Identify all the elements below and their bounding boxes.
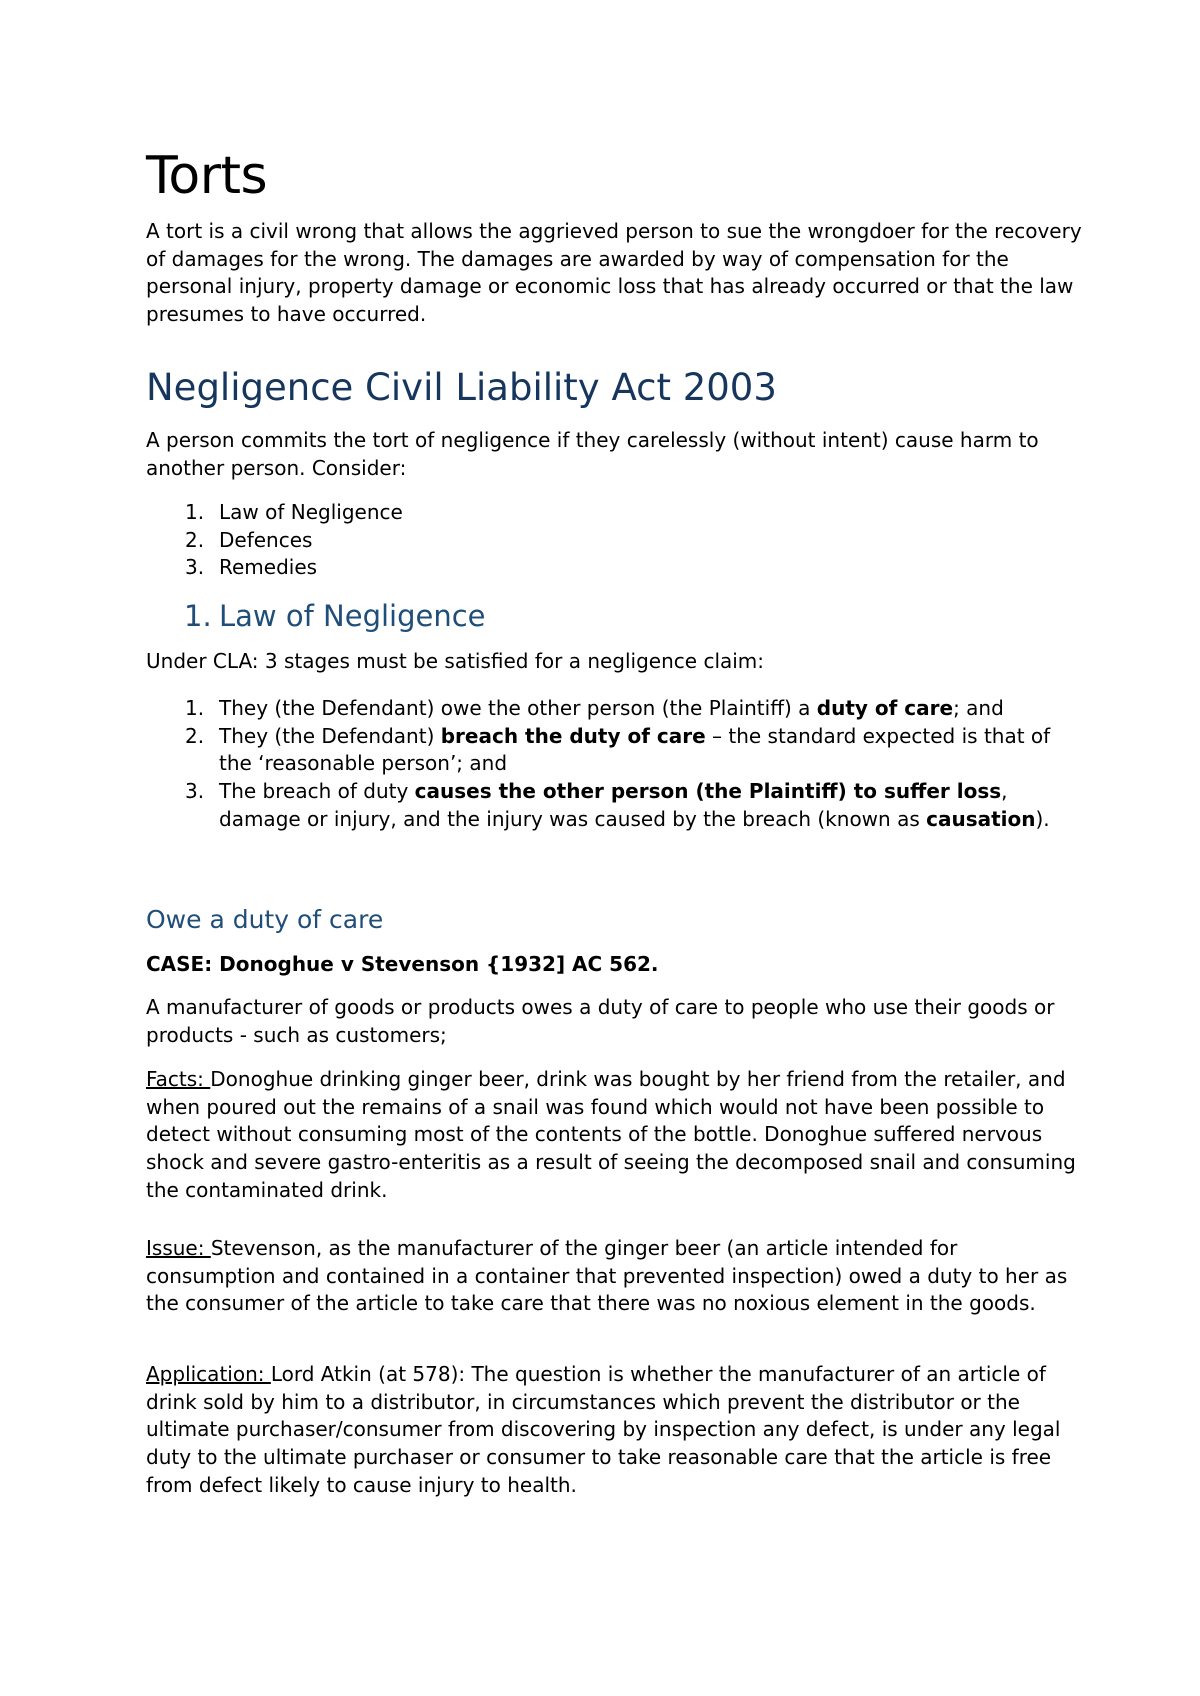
facts-label: Facts:	[146, 1067, 211, 1091]
stage-emphasis: duty of care	[816, 696, 954, 720]
issue-text: Stevenson, as the manufacturer of the ginger beer (an article intended for consumption and contained in a container that prevented inspection) owed a duty to her as the consumer of the article to take care that there was no noxious element in the goods.	[146, 1236, 1068, 1316]
facts-paragraph	[146, 1066, 1086, 1205]
heading-text: Law of Negligence	[219, 599, 486, 633]
list-number: 3.	[185, 779, 205, 804]
principle-paragraph: A manufacturer of goods or products owes a duty of care to people who use their goods or products - such as customers;	[146, 995, 1055, 1047]
case-title: CASE: Donoghue v Stevenson {1932] AC 562.	[146, 952, 659, 976]
cla-stages-paragraph: Under CLA: 3 stages must be satisfied for a negligence claim:	[146, 649, 765, 673]
issue-label: Issue:	[146, 1236, 211, 1260]
consider-list	[146, 499, 1086, 582]
list-number: 1.	[185, 696, 205, 720]
case-citation	[146, 951, 1086, 979]
list-number: 2.	[185, 527, 205, 552]
intro-paragraph: A tort is a civil wrong that allows the aggrieved person to sue the wrongdoer for the recovery of damages for the wrong. The damages are awarded by way of compensation for the personal injury, property damage or economic loss that has already occurred or that the law presumes to have occurred.	[146, 219, 1082, 327]
stage-text: The breach of duty	[219, 779, 415, 804]
stage-text: , damage or injury, and the injury was caused by the breach (known as	[219, 779, 1008, 831]
negligence-heading: Negligence Civil Liability Act 2003	[146, 366, 777, 409]
law-of-negligence-heading	[184, 601, 486, 633]
issue-paragraph	[146, 1235, 1086, 1318]
list-item	[146, 499, 1086, 527]
application-text: Lord Atkin (at 578): The question is whether the manufacturer of an article of drink sold by him to a distributor, in circumstances which prevent the distributor or the ultimate purchaser/consumer from discovering by inspection any defect, is under any legal duty to the ultimate purchaser or consumer to take reasonable care that the article is free from defect likely to cause injury to health.	[146, 1362, 1061, 1497]
stage-item	[146, 778, 1086, 833]
list-item-label: Law of Negligence	[219, 500, 403, 524]
list-item-label: Remedies	[219, 555, 318, 580]
stages-list	[146, 695, 1086, 834]
stage-item	[146, 695, 1086, 723]
list-item	[146, 554, 1086, 582]
stage-emphasis: breach the duty of care	[440, 723, 706, 748]
stage-text: ).	[1035, 806, 1050, 831]
stage-item	[146, 723, 1086, 778]
stage-text: – the standard expected is that of the ‘reasonable person’; and	[219, 723, 1051, 776]
list-item-label: Defences	[219, 527, 313, 552]
document-title: Torts	[146, 146, 268, 206]
application-label: Application:	[146, 1362, 271, 1386]
list-item	[146, 527, 1086, 555]
stage-text: They (the Defendant) owe the other person (the Plaintiff) a	[219, 696, 817, 720]
list-number: 3.	[185, 555, 205, 580]
stage-text: They (the Defendant)	[219, 723, 441, 748]
negligence-paragraph: A person commits the tort of negligence if they carelessly (without intent) cause harm to another person. Consider:	[146, 428, 1039, 480]
stage-emphasis: causes the other person (the Plaintiff) to suffer loss	[414, 779, 1002, 804]
stage-text: ; and	[953, 696, 1004, 720]
stage-emphasis: causation	[926, 806, 1036, 831]
heading-number: 1.	[184, 599, 212, 633]
duty-of-care-heading: Owe a duty of care	[146, 905, 384, 934]
application-paragraph	[146, 1361, 1086, 1500]
facts-text: Donoghue drinking ginger beer, drink was bought by her friend from the retailer, and when poured out the remains of a snail was found which would not have been possible to detect without consuming most of the contents of the bottle. Donoghue suffered nervous shock and severe gastro-enteritis as a result of seeing the decomposed snail and consuming the contaminated drink.	[146, 1067, 1076, 1202]
list-number: 1.	[185, 500, 205, 524]
list-number: 2.	[185, 723, 205, 748]
